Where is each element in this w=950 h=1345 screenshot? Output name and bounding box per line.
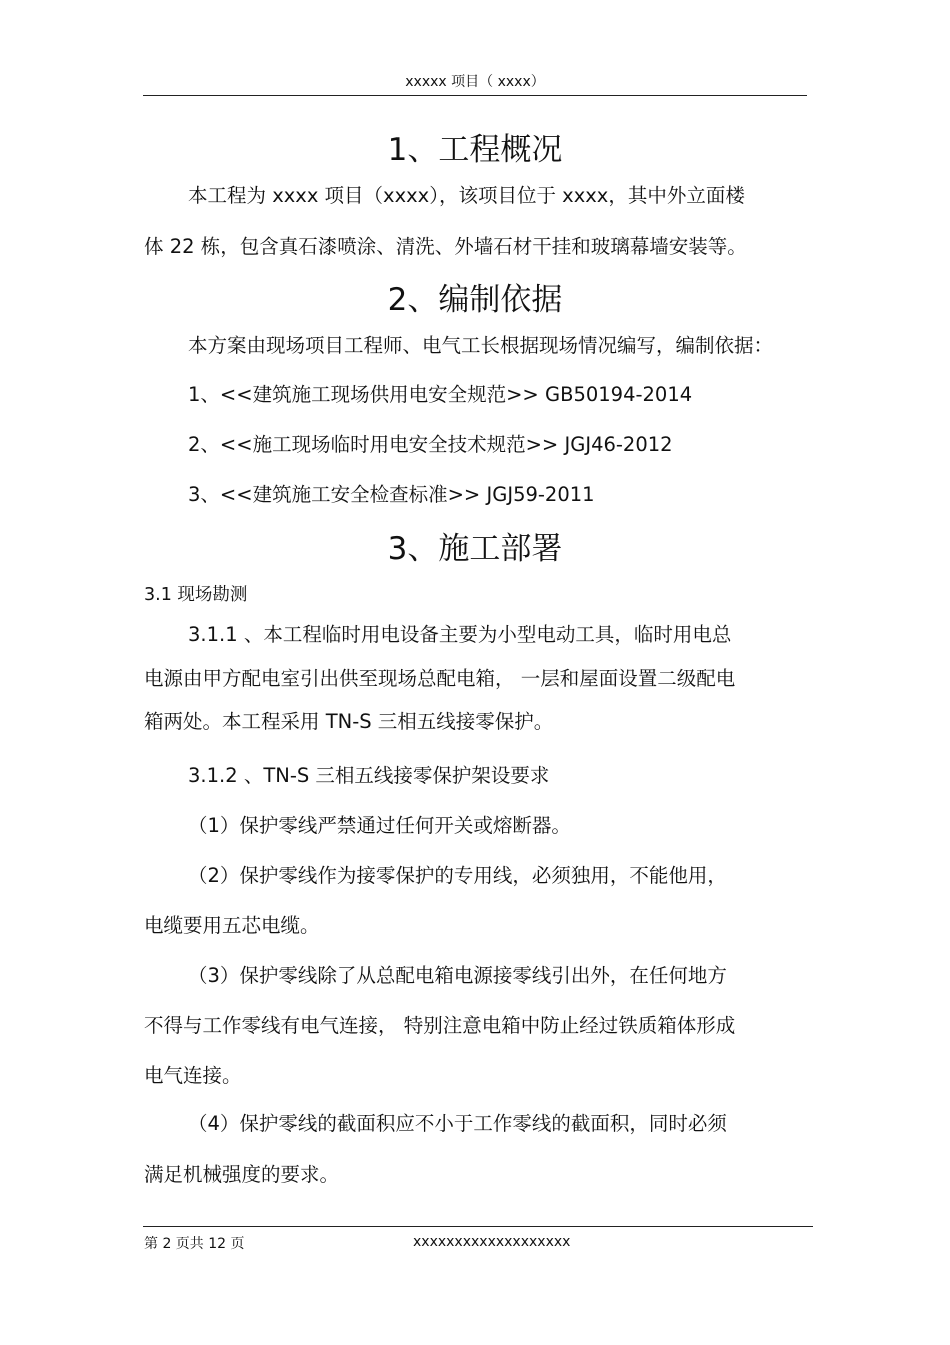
body-line: 电缆要用五芯电缆。 — [144, 914, 320, 937]
list-item: （3）保护零线除了从总配电箱电源接零线引出外，在任何地方 — [188, 964, 727, 987]
section-heading-2: 2、编制依据 — [387, 282, 563, 318]
section-heading-1: 1、工程概况 — [387, 132, 563, 168]
body-line: 本工程为 xxxx 项目（xxxx），该项目位于 xxxx，其中外立面楼 — [188, 184, 745, 207]
body-line: 电气连接。 — [144, 1064, 242, 1087]
list-item: （2）保护零线作为接零保护的专用线，必须独用，不能他用， — [188, 864, 727, 887]
body-line: 3.1.1 、本工程临时用电设备主要为小型电动工具，临时用电总 — [188, 623, 732, 646]
subsection-heading: 3.1 现场勘测 — [144, 585, 248, 605]
list-item: （4）保护零线的截面积应不小于工作零线的截面积，同时必须 — [188, 1112, 727, 1135]
body-line: 3.1.2 、TN-S 三相五线接零保护架设要求 — [188, 764, 550, 787]
header-rule — [143, 95, 807, 96]
body-line: 电源由甲方配电室引出供至现场总配电箱， 一层和屋面设置二级配电 — [144, 667, 736, 690]
footer-rule — [143, 1226, 813, 1227]
body-line: 体 22 栋，包含真石漆喷涂、清洗、外墙石材干挂和玻璃幕墙安装等。 — [144, 235, 747, 258]
section-heading-3: 3、施工部署 — [387, 531, 563, 567]
page-header: xxxxx 项目（ xxxx） — [405, 74, 545, 90]
reference-item: 3、<<建筑施工安全检查标准>> JGJ59-2011 — [188, 483, 595, 506]
body-line: 不得与工作零线有电气连接， 特别注意电箱中防止经过铁质箱体形成 — [144, 1014, 736, 1037]
reference-item: 2、<<施工现场临时用电安全技术规范>> JGJ46-2012 — [188, 433, 673, 456]
body-line: 本方案由现场项目工程师、电气工长根据现场情况编写，编制依据： — [188, 334, 774, 357]
body-line: 箱两处。本工程采用 TN-S 三相五线接零保护。 — [144, 710, 554, 733]
page-number: 第 2 页共 12 页 — [144, 1236, 245, 1252]
footer-code: xxxxxxxxxxxxxxxxxxx — [413, 1234, 571, 1250]
reference-item: 1、<<建筑施工现场供用电安全规范>> GB50194-2014 — [188, 383, 693, 406]
list-item: （1）保护零线严禁通过任何开关或熔断器。 — [188, 814, 571, 837]
body-line: 满足机械强度的要求。 — [144, 1163, 340, 1186]
